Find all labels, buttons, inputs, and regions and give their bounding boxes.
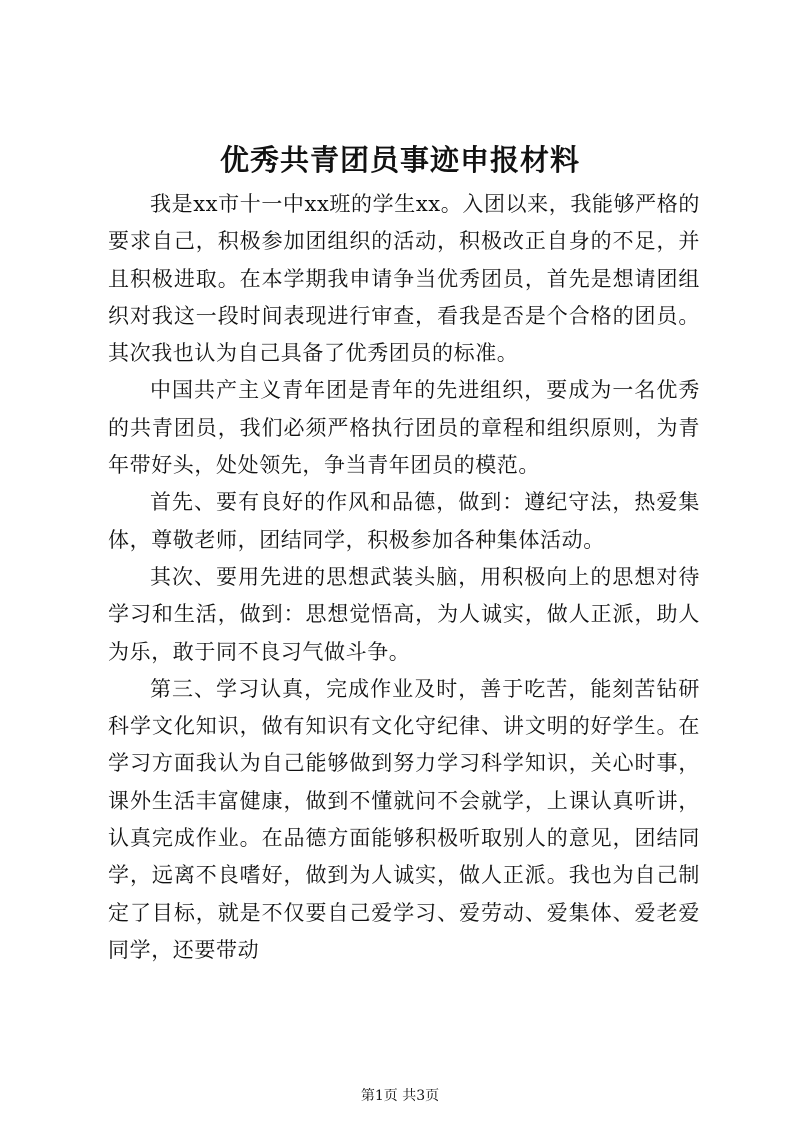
document-body <box>108 186 700 969</box>
page-number-footer: 第1页 共3页 <box>360 1088 440 1104</box>
paragraph: 其次、要用先进的思想武装头脑，用积极向上的思想对待学习和生活，做到：思想觉悟高，为人诚实，做人正派，助人为乐，敢于同不良习气做斗争。 <box>108 564 700 664</box>
paragraph: 首先、要有良好的作风和品德，做到：遵纪守法，热爱集体，尊敬老师，团结同学，积极参加各种集体活动。 <box>108 490 700 552</box>
document-title: 优秀共青团员事迹申报材料 <box>219 143 580 177</box>
paragraph: 第三、学习认真，完成作业及时，善于吃苦，能刻苦钻研科学文化知识，做有知识有文化守纪律、讲文明的好学生。在学习方面我认为自己能够做到努力学习科学知识，关心时事，课外生活丰富健康，做到不懂就问不会就学，上课认真听讲，认真完成作业。在品德方面能够积极听取别人的意见，团结同学，远离不良嗜好，做到为人诚实，做人正派。我也为自己制定了目标，就是不仅要自己爱学习、爱劳动、爱集体、爱老爱同学，还要带动 <box>108 676 700 962</box>
paragraph: 中国共产主义青年团是青年的先进组织，要成为一名优秀的共青团员，我们必须严格执行团员的章程和组织原则，为青年带好头，处处领先，争当青年团员的模范。 <box>108 378 700 478</box>
paragraph: 我是xx市十一中xx班的学生xx。入团以来，我能够严格的要求自己，积极参加团组织的活动，积极改正自身的不足，并且积极进取。在本学期我申请争当优秀团员，首先是想请团组织对我这一段时间表现进行审查，看我是否是个合格的团员。其次我也认为自己具备了优秀团员的标准。 <box>108 192 700 366</box>
